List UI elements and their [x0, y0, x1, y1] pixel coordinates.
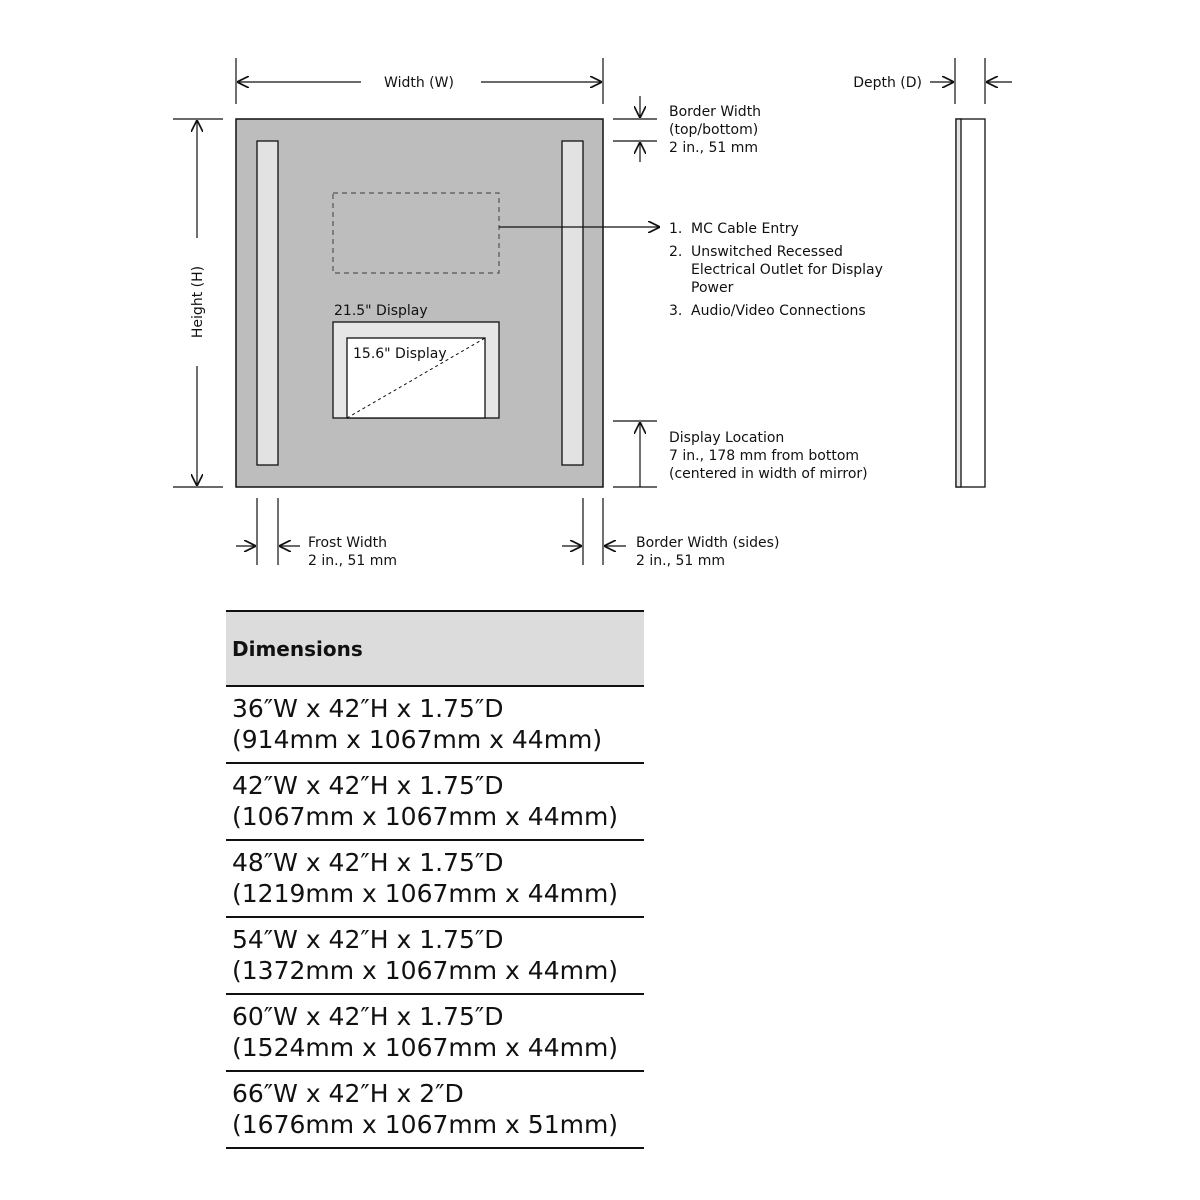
table-row	[226, 841, 644, 918]
dimension-imperial: 54″W x 42″H x 1.75″D	[232, 925, 504, 954]
dimension-metric: (1676mm x 1067mm x 51mm)	[232, 1110, 619, 1139]
connection-3-num: 3.	[669, 303, 683, 319]
mirror-side-glass	[956, 119, 961, 487]
dimension-imperial: 60″W x 42″H x 1.75″D	[232, 1002, 504, 1031]
border-top-label-1: Border Width	[669, 104, 762, 120]
connection-2-text-2: Electrical Outlet for Display	[691, 262, 883, 278]
dimension-metric: (1219mm x 1067mm x 44mm)	[232, 879, 619, 908]
dimension-imperial: 66″W x 42″H x 2″D	[232, 1079, 464, 1108]
dimensions-table	[226, 610, 644, 1149]
dimensions-table-header: Dimensions	[226, 610, 644, 687]
table-row	[226, 918, 644, 995]
frost-strip-right	[562, 141, 583, 465]
display-location-label-1: Display Location	[669, 430, 785, 446]
height-label: Height (H)	[190, 265, 206, 339]
display-21-5-label: 21.5" Display	[334, 303, 428, 319]
border-top-label-3: 2 in., 51 mm	[669, 140, 759, 156]
dimension-metric: (1067mm x 1067mm x 44mm)	[232, 802, 619, 831]
frost-width-label-2: 2 in., 51 mm	[308, 553, 398, 569]
border-top-label-2: (top/bottom)	[669, 122, 759, 138]
width-label: Width (W)	[384, 75, 454, 91]
dimension-imperial: 42″W x 42″H x 1.75″D	[232, 771, 504, 800]
connection-2-text-3: Power	[691, 280, 734, 296]
dimension-metric: (1524mm x 1067mm x 44mm)	[232, 1033, 619, 1062]
display-location-label-3: (centered in width of mirror)	[669, 466, 868, 482]
dimension-imperial: 36″W x 42″H x 1.75″D	[232, 694, 504, 723]
frost-width-label-1: Frost Width	[308, 535, 387, 551]
table-row	[226, 764, 644, 841]
table-row	[226, 687, 644, 764]
connection-1-text: MC Cable Entry	[691, 221, 799, 237]
connection-2-num: 2.	[669, 244, 683, 260]
table-row	[226, 1072, 644, 1149]
display-15-6-label: 15.6" Display	[353, 346, 447, 362]
border-sides-label-2: 2 in., 51 mm	[636, 553, 726, 569]
dimension-metric: (1372mm x 1067mm x 44mm)	[232, 956, 619, 985]
table-row	[226, 995, 644, 1072]
dimension-metric: (914mm x 1067mm x 44mm)	[232, 725, 603, 754]
display-location-label-2: 7 in., 178 mm from bottom	[669, 448, 860, 464]
depth-label: Depth (D)	[853, 75, 922, 91]
connection-2-text-1: Unswitched Recessed	[691, 244, 843, 260]
border-sides-label-1: Border Width (sides)	[636, 535, 780, 551]
frost-strip-left	[257, 141, 278, 465]
connection-1-num: 1.	[669, 221, 683, 237]
dimension-imperial: 48″W x 42″H x 1.75″D	[232, 848, 504, 877]
connection-3-text: Audio/Video Connections	[691, 303, 866, 319]
